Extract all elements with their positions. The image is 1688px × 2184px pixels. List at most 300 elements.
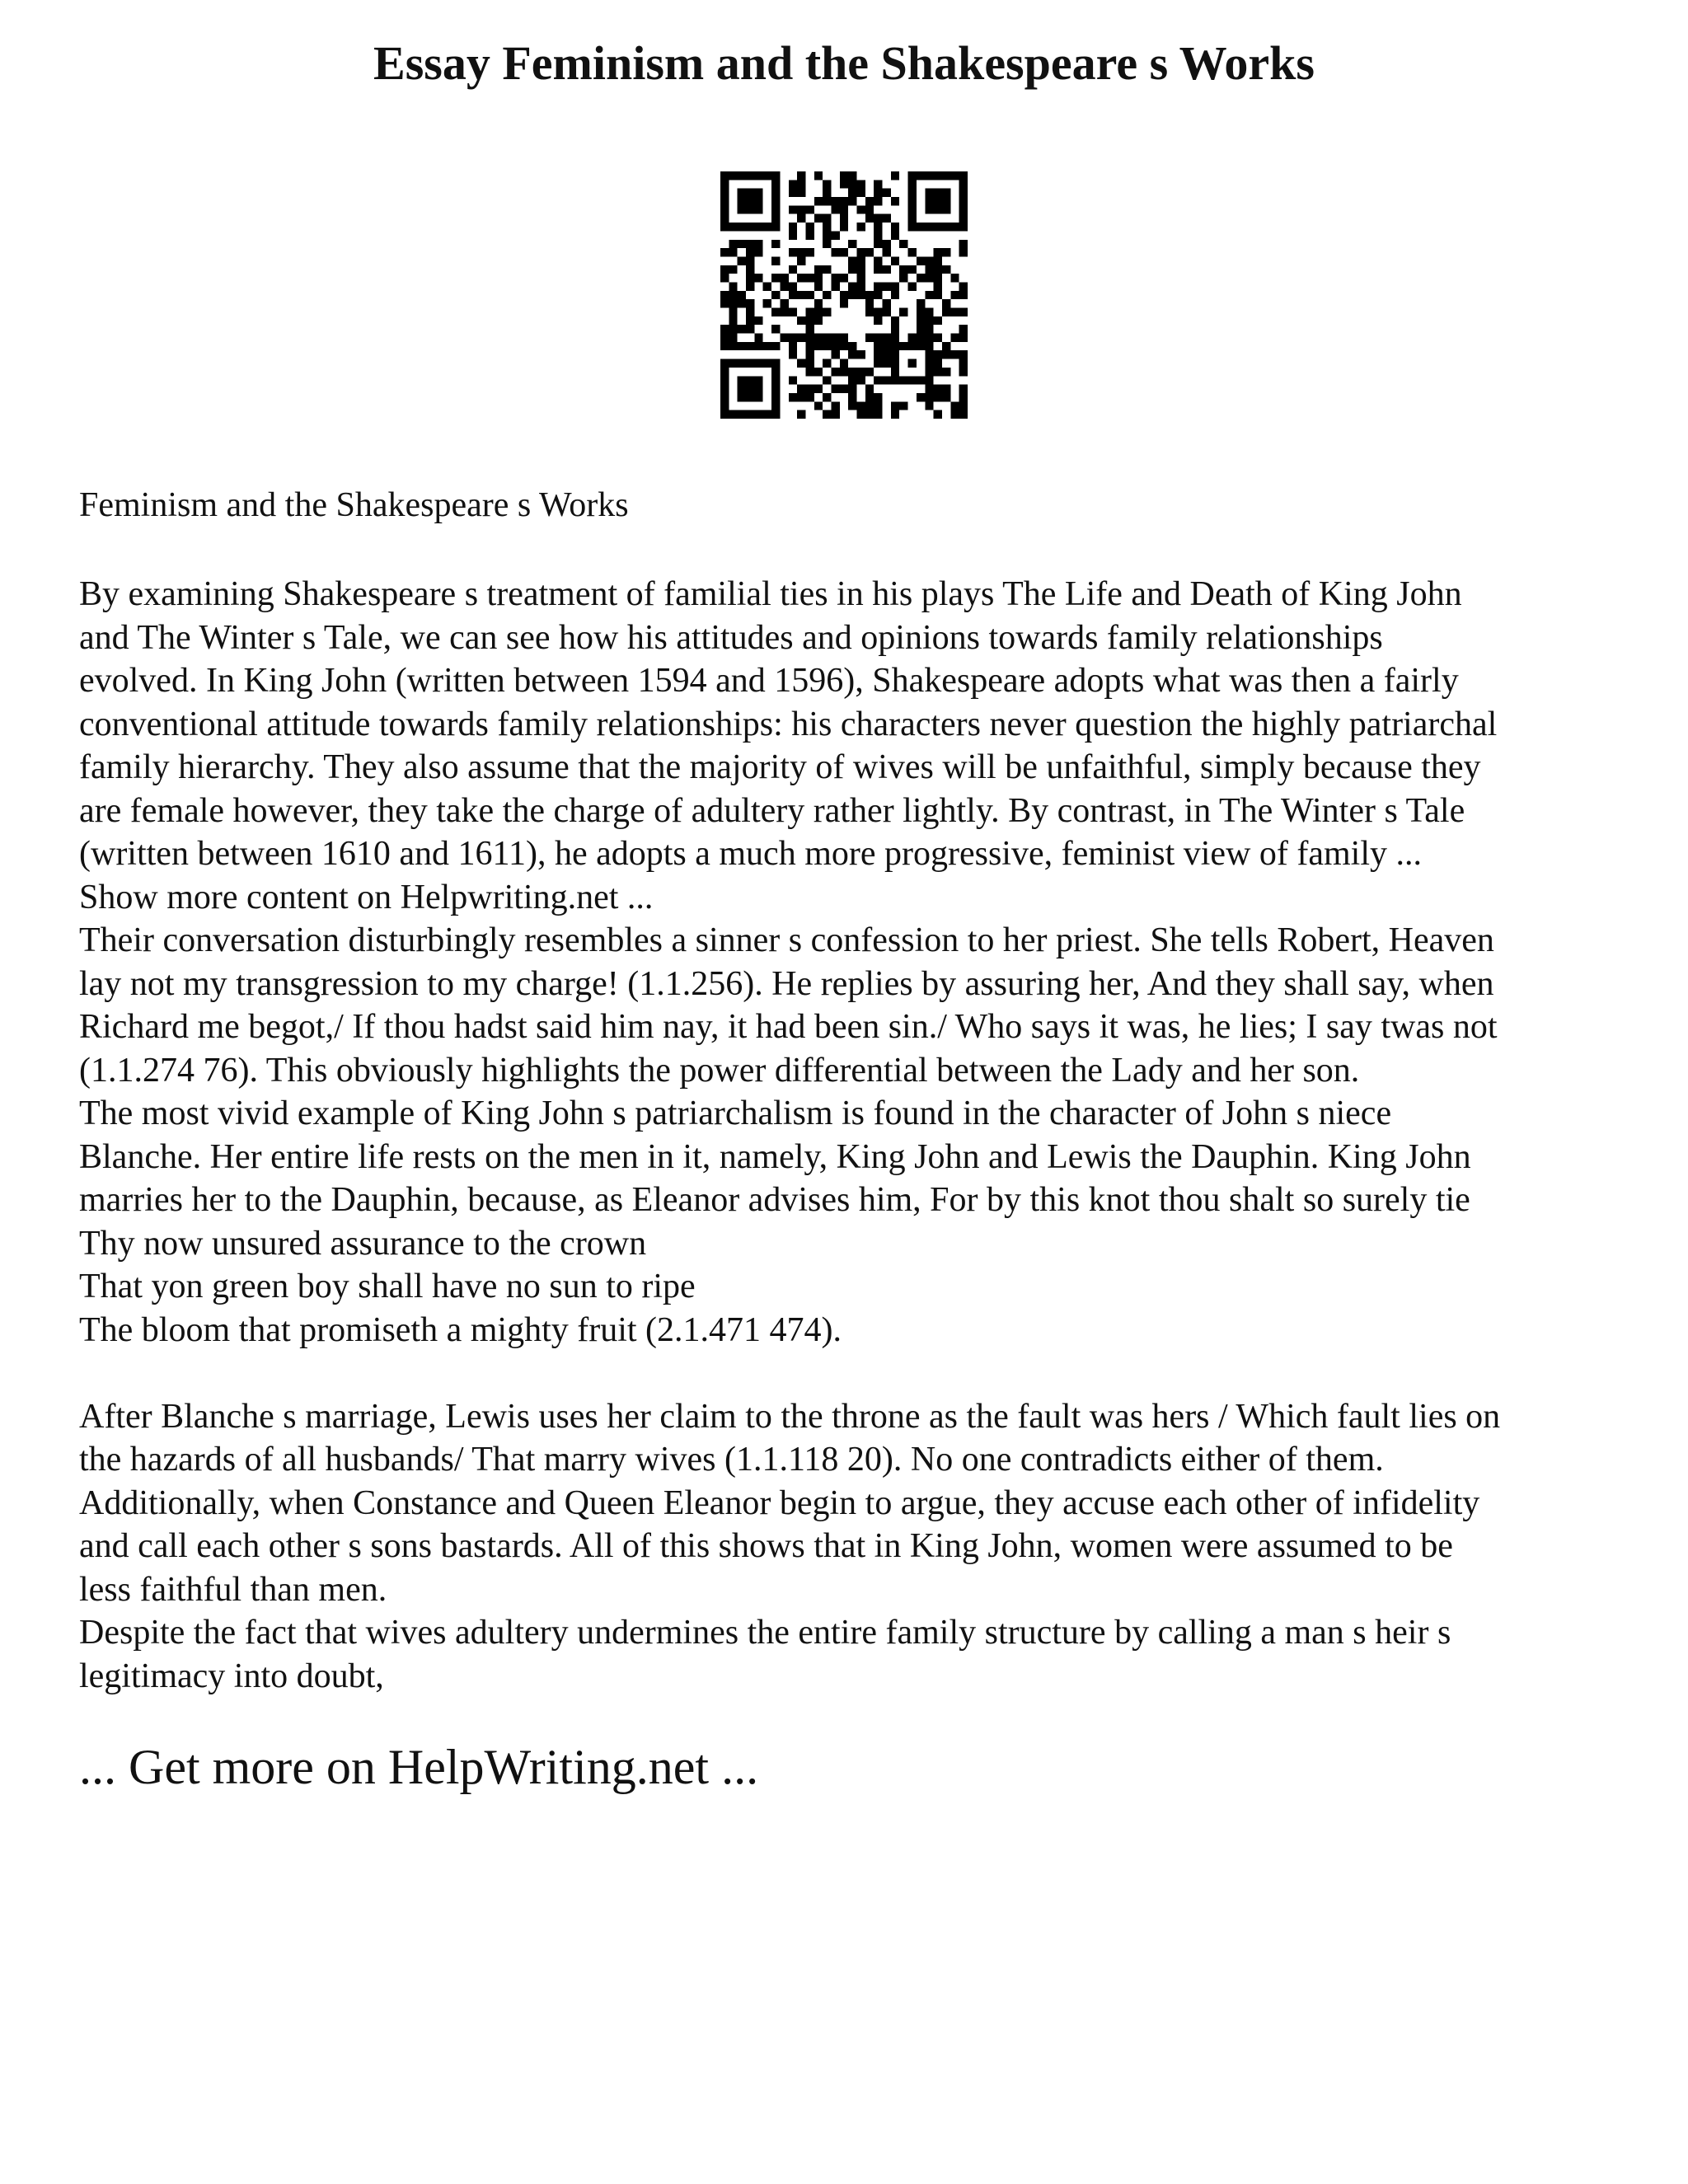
qr-module — [891, 342, 899, 350]
qr-module — [763, 223, 771, 231]
qr-module — [754, 334, 762, 342]
qr-module — [729, 240, 737, 248]
qr-module — [797, 316, 805, 325]
qr-module — [840, 214, 848, 223]
qr-module — [917, 334, 925, 342]
qr-module — [925, 334, 933, 342]
qr-module — [729, 299, 737, 307]
paragraph-2 — [79, 1395, 1629, 1699]
qr-module — [831, 274, 839, 282]
qr-module — [823, 231, 831, 239]
qr-module — [789, 265, 797, 274]
qr-module — [874, 401, 882, 410]
qr-module — [891, 376, 899, 384]
qr-module — [874, 308, 882, 316]
qr-module — [738, 299, 746, 307]
qr-module — [814, 401, 823, 410]
qr-module — [746, 410, 754, 419]
qr-module — [883, 359, 891, 368]
qr-module — [771, 401, 780, 410]
qr-module — [934, 368, 942, 376]
qr-module — [789, 189, 797, 197]
qr-module — [823, 214, 831, 223]
qr-module — [942, 189, 950, 197]
qr-module — [848, 368, 856, 376]
qr-module — [874, 316, 882, 325]
qr-module — [934, 274, 942, 282]
qr-module — [814, 265, 823, 274]
qr-module — [934, 197, 942, 205]
qr-module — [959, 350, 968, 359]
qr-module — [950, 350, 959, 359]
qr-module — [789, 291, 797, 299]
qr-module — [771, 171, 780, 180]
qr-module — [874, 291, 882, 299]
qr-module — [805, 316, 814, 325]
qr-module — [746, 342, 754, 350]
qr-module — [848, 180, 856, 188]
qr-module — [746, 189, 754, 197]
qr-module — [720, 325, 729, 333]
qr-module — [771, 189, 780, 197]
qr-module — [746, 359, 754, 368]
qr-module — [950, 171, 959, 180]
qr-module — [797, 214, 805, 223]
qr-module — [780, 334, 788, 342]
qr-module — [738, 376, 746, 384]
qr-module — [950, 334, 959, 342]
qr-module — [763, 171, 771, 180]
qr-module — [865, 291, 874, 299]
qr-module — [934, 265, 942, 274]
qr-module — [754, 410, 762, 419]
qr-module — [805, 334, 814, 342]
text-line: conventional attitude towards family relationships: his characters never question the highly patriarchal — [79, 705, 1498, 743]
qr-module — [857, 410, 865, 419]
qr-module — [899, 240, 907, 248]
qr-module — [917, 299, 925, 307]
qr-module — [891, 325, 899, 333]
qr-module — [917, 223, 925, 231]
qr-module — [840, 368, 848, 376]
qr-module — [917, 325, 925, 333]
text-line: and The Winter s Tale, we can see how his attitudes and opinions towards family relationships — [79, 618, 1383, 657]
qr-module — [738, 256, 746, 265]
qr-module — [883, 240, 891, 248]
qr-module — [908, 265, 917, 274]
qr-module — [942, 308, 950, 316]
qr-module — [942, 205, 950, 213]
qr-module — [950, 291, 959, 299]
text-line: Despite the fact that wives adultery undermines the entire family structure by calling a man s heir s — [79, 1614, 1451, 1652]
qr-module — [883, 376, 891, 384]
qr-module — [950, 308, 959, 316]
qr-module — [899, 308, 907, 316]
text-line: are female however, they take the charge of adultery rather lightly. By contrast, in The Winter s Tale — [79, 791, 1465, 830]
qr-module — [874, 265, 882, 274]
qr-module — [883, 214, 891, 223]
qr-module — [738, 359, 746, 368]
qr-module — [883, 342, 891, 350]
qr-module — [720, 248, 729, 256]
qr-module — [720, 334, 729, 342]
qr-module — [771, 325, 780, 333]
qr-module — [823, 308, 831, 316]
qr-module — [729, 325, 737, 333]
qr-module — [780, 308, 788, 316]
qr-module — [831, 334, 839, 342]
qr-module — [720, 189, 729, 197]
verse-line: That yon green boy shall have no sun to ripe — [79, 1268, 696, 1305]
qr-module — [908, 359, 917, 368]
qr-module — [857, 256, 865, 265]
qr-module — [805, 359, 814, 368]
qr-module — [848, 401, 856, 410]
qr-module — [848, 171, 856, 180]
qr-module — [738, 197, 746, 205]
show-more-link[interactable]: Show more content on Helpwriting.net ... — [79, 878, 654, 916]
qr-module — [865, 393, 874, 401]
qr-module — [857, 350, 865, 359]
qr-module — [789, 342, 797, 350]
qr-module — [763, 282, 771, 290]
qr-module — [908, 205, 917, 213]
qr-module — [797, 256, 805, 265]
qr-module — [959, 401, 968, 410]
qr-module — [797, 334, 805, 342]
qr-module — [857, 265, 865, 274]
qr-module — [720, 171, 729, 180]
qr-module — [831, 248, 839, 256]
text-line: After Blanche s marriage, Lewis uses her claim to the throne as the fault was hers / Which fault lies on — [79, 1397, 1501, 1436]
qr-module — [814, 316, 823, 325]
qr-module — [959, 180, 968, 188]
qr-module — [720, 265, 729, 274]
qr-module — [883, 350, 891, 359]
qr-module — [720, 410, 729, 419]
qr-module — [831, 231, 839, 239]
paragraph-1 — [79, 573, 1629, 1352]
qr-module — [805, 393, 814, 401]
qr-module — [865, 410, 874, 419]
qr-module — [925, 393, 933, 401]
qr-module — [891, 334, 899, 342]
qr-module — [763, 359, 771, 368]
qr-module — [823, 197, 831, 205]
qr-module — [771, 410, 780, 419]
qr-module — [848, 393, 856, 401]
qr-module — [934, 248, 942, 256]
qr-module — [857, 282, 865, 290]
qr-module — [874, 256, 882, 265]
qr-module — [857, 248, 865, 256]
qr-module — [754, 205, 762, 213]
qr-module — [805, 308, 814, 316]
qr-module — [729, 410, 737, 419]
text-line: Blanche. Her entire life rests on the men in it, namely, King John and Lewis the Dauphin. King John — [79, 1137, 1471, 1176]
qr-module — [720, 274, 729, 282]
qr-module — [874, 410, 882, 419]
qr-module — [814, 342, 823, 350]
qr-module — [874, 350, 882, 359]
qr-module — [874, 180, 882, 188]
qr-module — [746, 256, 754, 265]
qr-module — [959, 291, 968, 299]
qr-module — [738, 385, 746, 393]
qr-module — [797, 359, 805, 368]
qr-module — [848, 197, 856, 205]
qr-module — [789, 376, 797, 384]
qr-module — [840, 274, 848, 282]
qr-module — [857, 189, 865, 197]
qr-module — [891, 291, 899, 299]
qr-module — [789, 393, 797, 401]
qr-module — [865, 248, 874, 256]
qr-module — [814, 308, 823, 316]
qr-module — [899, 401, 907, 410]
qr-module — [754, 171, 762, 180]
qr-module — [831, 350, 839, 359]
qr-module — [840, 385, 848, 393]
qr-module — [729, 282, 737, 290]
qr-module — [848, 350, 856, 359]
qr-module — [959, 223, 968, 231]
qr-module — [891, 316, 899, 325]
qr-module — [771, 376, 780, 384]
qr-module — [729, 265, 737, 274]
qr-module — [754, 240, 762, 248]
qr-module — [789, 205, 797, 213]
qr-module — [925, 274, 933, 282]
qr-module — [883, 308, 891, 316]
qr-module — [959, 197, 968, 205]
qr-module — [874, 282, 882, 290]
essay-body — [79, 573, 1629, 1698]
qr-module — [805, 205, 814, 213]
qr-module — [840, 205, 848, 213]
qr-module — [823, 410, 831, 419]
qr-module — [789, 350, 797, 359]
qr-module — [720, 376, 729, 384]
qr-module — [780, 274, 788, 282]
qr-module — [934, 410, 942, 419]
qr-module — [771, 393, 780, 401]
qr-module — [805, 274, 814, 282]
qr-module — [865, 368, 874, 376]
qr-module — [771, 180, 780, 188]
qr-module — [942, 265, 950, 274]
qr-module — [874, 197, 882, 205]
qr-module — [840, 197, 848, 205]
qr-module — [831, 385, 839, 393]
qr-module — [883, 248, 891, 256]
qr-module — [899, 274, 907, 282]
qr-module — [891, 171, 899, 180]
qr-module — [805, 325, 814, 333]
qr-module — [891, 350, 899, 359]
qr-module — [917, 376, 925, 384]
qr-module — [848, 291, 856, 299]
qr-module — [823, 240, 831, 248]
qr-module — [891, 223, 899, 231]
qr-module — [959, 385, 968, 393]
qr-module — [891, 282, 899, 290]
qr-module — [823, 376, 831, 384]
qr-module — [857, 401, 865, 410]
text-line: the hazards of all husbands/ That marry wives (1.1.118 20). No one contradicts either of them. — [79, 1441, 1384, 1479]
get-more-link[interactable]: ... Get more on HelpWriting.net ... — [79, 1740, 759, 1794]
qr-module — [763, 410, 771, 419]
qr-module — [883, 299, 891, 307]
qr-module — [754, 248, 762, 256]
qr-module — [942, 385, 950, 393]
qr-module — [857, 274, 865, 282]
qr-module — [831, 410, 839, 419]
qr-module — [805, 350, 814, 359]
qr-module — [934, 256, 942, 265]
qr-module — [797, 248, 805, 256]
qr-module — [729, 334, 737, 342]
qr-module — [771, 256, 780, 265]
qr-module — [908, 180, 917, 188]
qr-module — [908, 334, 917, 342]
qr-module — [720, 299, 729, 307]
qr-module — [959, 359, 968, 368]
qr-module — [720, 342, 729, 350]
qr-module — [934, 189, 942, 197]
qr-module — [754, 197, 762, 205]
qr-module — [865, 385, 874, 393]
qr-module — [950, 223, 959, 231]
qr-module — [746, 248, 754, 256]
qr-module — [746, 393, 754, 401]
qr-module — [720, 223, 729, 231]
qr-module — [780, 282, 788, 290]
qr-module — [771, 240, 780, 248]
qr-module — [840, 334, 848, 342]
qr-code-icon — [720, 171, 968, 419]
qr-module — [848, 265, 856, 274]
qr-module — [823, 334, 831, 342]
qr-module — [797, 180, 805, 188]
qr-module — [814, 214, 823, 223]
qr-module — [917, 308, 925, 316]
qr-module — [848, 342, 856, 350]
qr-module — [738, 410, 746, 419]
qr-module — [823, 265, 831, 274]
qr-module — [891, 410, 899, 419]
qr-module — [754, 189, 762, 197]
qr-module — [789, 248, 797, 256]
qr-module — [925, 401, 933, 410]
qr-module — [848, 282, 856, 290]
qr-module — [805, 342, 814, 350]
qr-module — [891, 368, 899, 376]
qr-module — [934, 282, 942, 290]
qr-module — [823, 342, 831, 350]
qr-module — [959, 214, 968, 223]
qr-module — [950, 274, 959, 282]
qr-module — [942, 368, 950, 376]
qr-module — [959, 393, 968, 401]
text-line: By examining Shakespeare s treatment of familial ties in his plays The Life and Death of King John — [79, 575, 1462, 613]
qr-module — [925, 189, 933, 197]
qr-module — [959, 410, 968, 419]
qr-module — [959, 171, 968, 180]
qr-module — [823, 180, 831, 188]
verse-line: The bloom that promiseth a mighty fruit (2.1.471 474). — [79, 1310, 842, 1349]
qr-module — [865, 214, 874, 223]
qr-module — [797, 205, 805, 213]
qr-module — [746, 325, 754, 333]
qr-module — [814, 197, 823, 205]
qr-module — [720, 197, 729, 205]
qr-module — [908, 282, 917, 290]
qr-module — [857, 223, 865, 231]
qr-module — [797, 171, 805, 180]
qr-module — [738, 342, 746, 350]
qr-module — [925, 316, 933, 325]
qr-module — [805, 248, 814, 256]
qr-module — [934, 316, 942, 325]
qr-module — [738, 171, 746, 180]
qr-module — [797, 393, 805, 401]
qr-module — [917, 256, 925, 265]
qr-module — [831, 197, 839, 205]
qr-module — [865, 334, 874, 342]
qr-module — [883, 189, 891, 197]
qr-module — [746, 316, 754, 325]
qr-module — [720, 393, 729, 401]
qr-module — [891, 401, 899, 410]
qr-module — [925, 308, 933, 316]
qr-module — [789, 231, 797, 239]
qr-module — [959, 282, 968, 290]
qr-module — [771, 308, 780, 316]
qr-module — [720, 214, 729, 223]
qr-module — [917, 393, 925, 401]
qr-module — [865, 197, 874, 205]
qr-module — [959, 240, 968, 248]
qr-module — [771, 205, 780, 213]
qr-module — [925, 197, 933, 205]
qr-module — [797, 385, 805, 393]
qr-module — [925, 223, 933, 231]
qr-module — [780, 299, 788, 307]
qr-module — [934, 393, 942, 401]
qr-module — [942, 342, 950, 350]
text-line: Their conversation disturbingly resembles a sinner s confession to her priest. She tells Robert, Heaven — [79, 921, 1494, 959]
qr-module — [738, 205, 746, 213]
qr-module — [925, 291, 933, 299]
qr-module — [814, 299, 823, 307]
qr-module — [848, 189, 856, 197]
qr-module — [823, 359, 831, 368]
qr-module — [746, 376, 754, 384]
qr-module — [857, 368, 865, 376]
qr-module — [789, 282, 797, 290]
qr-module — [857, 376, 865, 384]
text-line: Richard me begot,/ If thou hadst said him nay, it had been sin./ Who says it was, he lies; I say twas not — [79, 1008, 1498, 1046]
qr-module — [874, 223, 882, 231]
qr-module — [771, 342, 780, 350]
qr-module — [925, 342, 933, 350]
qr-module — [899, 376, 907, 384]
qr-module — [746, 223, 754, 231]
qr-module — [942, 223, 950, 231]
qr-module — [874, 342, 882, 350]
qr-module — [814, 368, 823, 376]
